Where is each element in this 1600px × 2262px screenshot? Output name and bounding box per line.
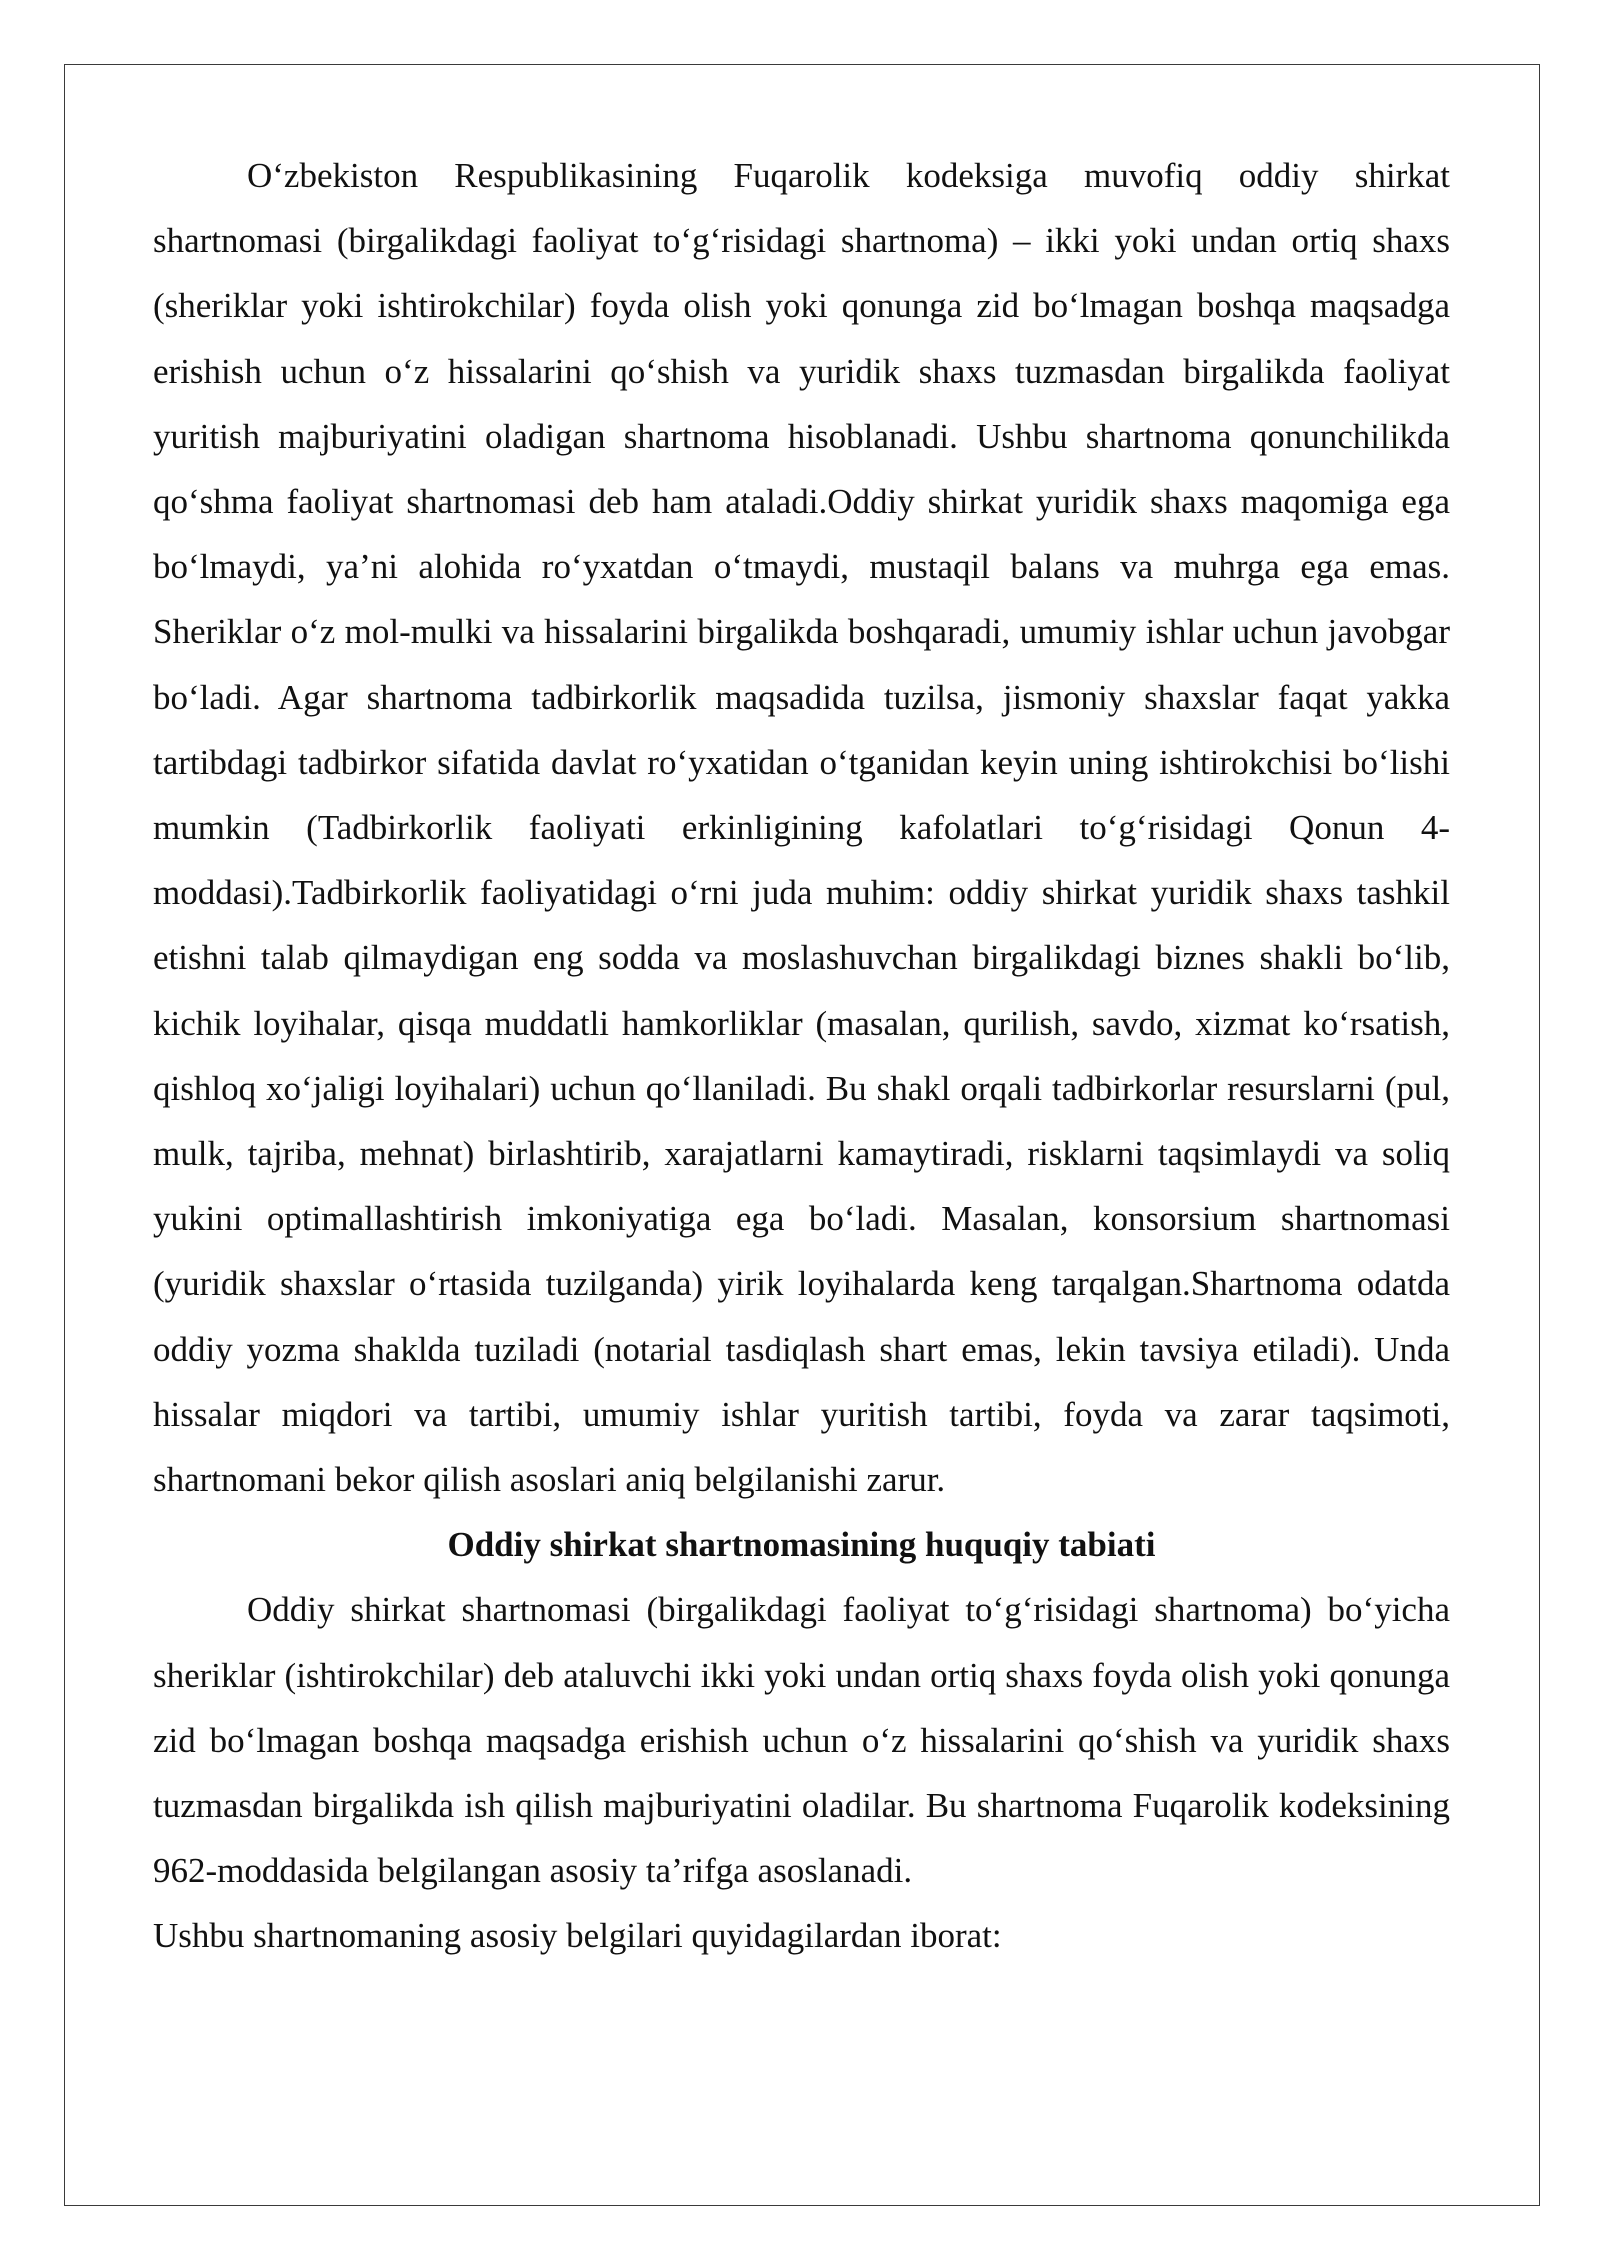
- intro-paragraph: O‘zbekiston Respublikasining Fuqarolik kodeksiga muvofiq oddiy shirkat shartnomasi (birgalikdagi faoliyat to‘g‘risidagi shartnoma) – ikki yoki undan ortiq shaxs (sheriklar yoki ishtirokchilar) foyda olish yoki qonunga zid bo‘lmagan boshqa maqsadga erishish uchun o‘z hissalarini qo‘shish va yuridik shaxs tuzmasdan birgalikda faoliyat yuritish majburiyatini oladigan shartnoma hisoblanadi. Ushbu shartnoma qonunchilikda qo‘shma faoliyat shartnomasi deb ham ataladi.Oddiy shirkat yuridik shaxs maqomiga ega bo‘lmaydi, ya’ni alohida ro‘yxatdan o‘tmaydi, mustaqil balans va muhrga ega emas. Sheriklar o‘z mol-mulki va hissalarini birgalikda boshqaradi, umumiy ishlar uchun javobgar bo‘ladi. Agar shartnoma tadbirkorlik maqsadida tuzilsa, jismoniy shaxslar faqat yakka tartibdagi tadbirkor sifatida davlat ro‘yxatidan o‘tganidan keyin uning ishtirokchisi bo‘lishi mumkin (Tadbirkorlik faoliyati erkinligining kafolatlari to‘g‘risidagi Qonun 4-moddasi).Tadbirkorlik faoliyatidagi o‘rni juda muhim: oddiy shirkat yuridik shaxs tashkil etishni talab qilmaydigan eng sodda va moslashuvchan birgalikdagi biznes shakli bo‘lib, kichik loyihalar, qisqa muddatli hamkorliklar (masalan, qurilish, savdo, xizmat ko‘rsatish, qishloq xo‘jaligi loyihalari) uchun qo‘llaniladi. Bu shakl orqali tadbirkorlar resurslarni (pul, mulk, tajriba, mehnat) birlashtirib, xarajatlarni kamaytiradi, risklarni taqsimlaydi va soliq yukini optimallashtirish imkoniyatiga ega bo‘ladi. Masalan, konsorsium shartnomasi (yuridik shaxslar o‘rtasida tuzilganda) yirik loyihalarda keng tarqalgan.Shartnoma odatda oddiy yozma shaklda tuziladi (notarial tasdiqlash shart emas, lekin tavsiya etiladi). Unda hissalar miqdori va tartibi, umumiy ishlar yuritish tartibi, foyda va zarar taqsimoti, shartnomani bekor qilish asoslari aniq belgilanishi zarur.: [153, 156, 1450, 1500]
- section-heading: Oddiy shirkat shartnomasining huquqiy tabiati: [447, 1525, 1156, 1565]
- document-body: [153, 143, 1450, 1969]
- features-intro-paragraph: Ushbu shartnomaning asosiy belgilari quyidagilardan iborat:: [153, 1916, 1002, 1956]
- definition-paragraph: Oddiy shirkat shartnomasi (birgalikdagi faoliyat to‘g‘risidagi shartnoma) bo‘yicha sheriklar (ishtirokchilar) deb ataluvchi ikki yoki undan ortiq shaxs foyda olish yoki qonunga zid bo‘lmagan boshqa maqsadga erishish uchun o‘z hissalarini qo‘shish va yuridik shaxs tuzmasdan birgalikda ish qilish majburiyatini oladilar. Bu shartnoma Fuqarolik kodeksining 962-moddasida belgilangan asosiy ta’rifga asoslanadi.: [153, 1590, 1450, 1891]
